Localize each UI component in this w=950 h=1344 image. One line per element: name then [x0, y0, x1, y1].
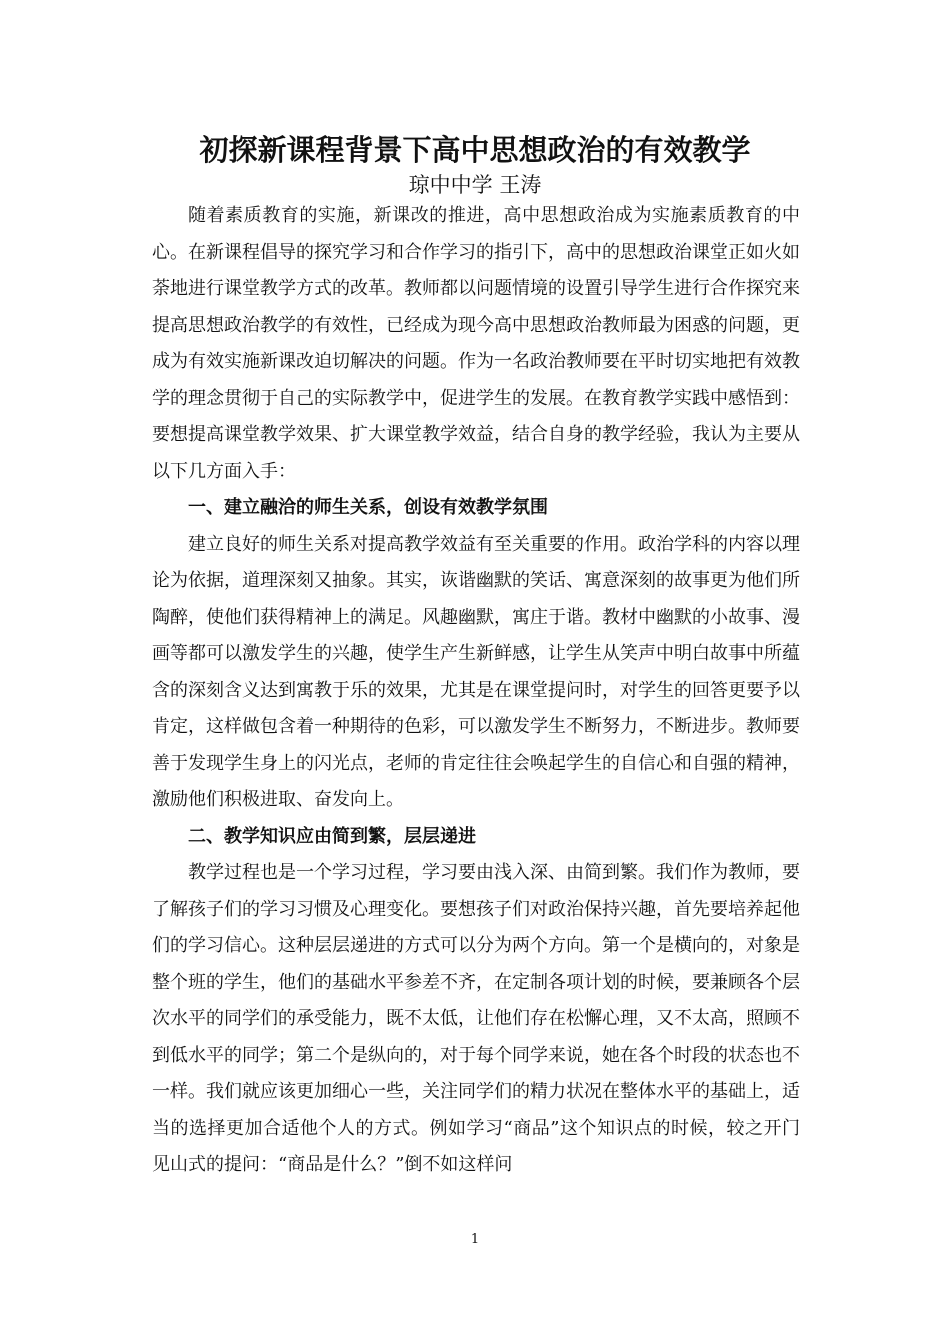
document-body: [152, 198, 800, 1184]
paragraph-section-2: 教学过程也是一个学习过程，学习要由浅入深、由简到繁。我们作为教师，要了解孩子们的学习习惯及心理变化。要想孩子们对政治保持兴趣，首先要培养起他们的学习信心。这种层层递进的方式可以分为两个方向。第一个是横向的，对象是整个班的学生，他们的基础水平参差不齐，在定制各项计划的时候，要兼顾各个层次水平的同学们的承受能力，既不太低，让他们存在松懈心理，又不太高，照顾不到低水平的同学；第二个是纵向的，对于每个同学来说，她在各个时段的状态也不一样。我们就应该更加细心一些，关注同学们的精力状况在整体水平的基础上，适当的选择更加合适他个人的方式。例如学习“商品”这个知识点的时候，较之开门见山式的提问：“商品是什么？”倒不如这样问: [152, 862, 800, 1175]
paragraph-section-1: 建立良好的师生关系对提高教学效益有至关重要的作用。政治学科的内容以理论为依据，道理深刻又抽象。其实，诙谐幽默的笑话、寓意深刻的故事更为他们所陶醉，使他们获得精神上的满足。风趣幽默，寓庄于谐。教材中幽默的小故事、漫画等都可以激发学生的兴趣，使学生产生新鲜感，让学生从笑声中明白故事中所蕴含的深刻含义达到寓教于乐的效果，尤其是在课堂提问时，对学生的回答更要予以肯定，这样做包含着一种期待的色彩，可以激发学生不断努力，不断进步。教师要善于发现学生身上的闪光点，老师的肯定往往会唤起学生的自信心和自强的精神，激励他们积极进取、奋发向上。: [152, 533, 800, 810]
page-number: 1: [470, 1232, 480, 1247]
section-heading-1: 一、建立融洽的师生关系，创设有效教学氛围: [188, 497, 548, 518]
document-title: 初探新课程背景下高中思想政治的有效教学: [199, 133, 751, 167]
section-heading-2: 二、教学知识应由简到繁，层层递进: [188, 825, 476, 847]
paragraph-intro: 随着素质教育的实施，新课改的推进，高中思想政治成为实施素质教育的中心。在新课程倡导的探究学习和合作学习的指引下，高中的思想政治课堂正如火如荼地进行课堂教学方式的改革。教师都以问题情境的设置引导学生进行合作探究来提高思想政治教学的有效性，已经成为现今高中思想政治教师最为困惑的问题，更成为有效实施新课改迫切解决的问题。作为一名政治教师要在平时切实地把有效教学的理念贯彻于自己的实际教学中，促进学生的发展。在教育教学实践中感悟到：要想提高课堂教学效果、扩大课堂教学效益，结合自身的教学经验，我认为主要从以下几方面入手：: [152, 205, 800, 482]
document-author: 琼中中学 王涛: [408, 173, 542, 197]
